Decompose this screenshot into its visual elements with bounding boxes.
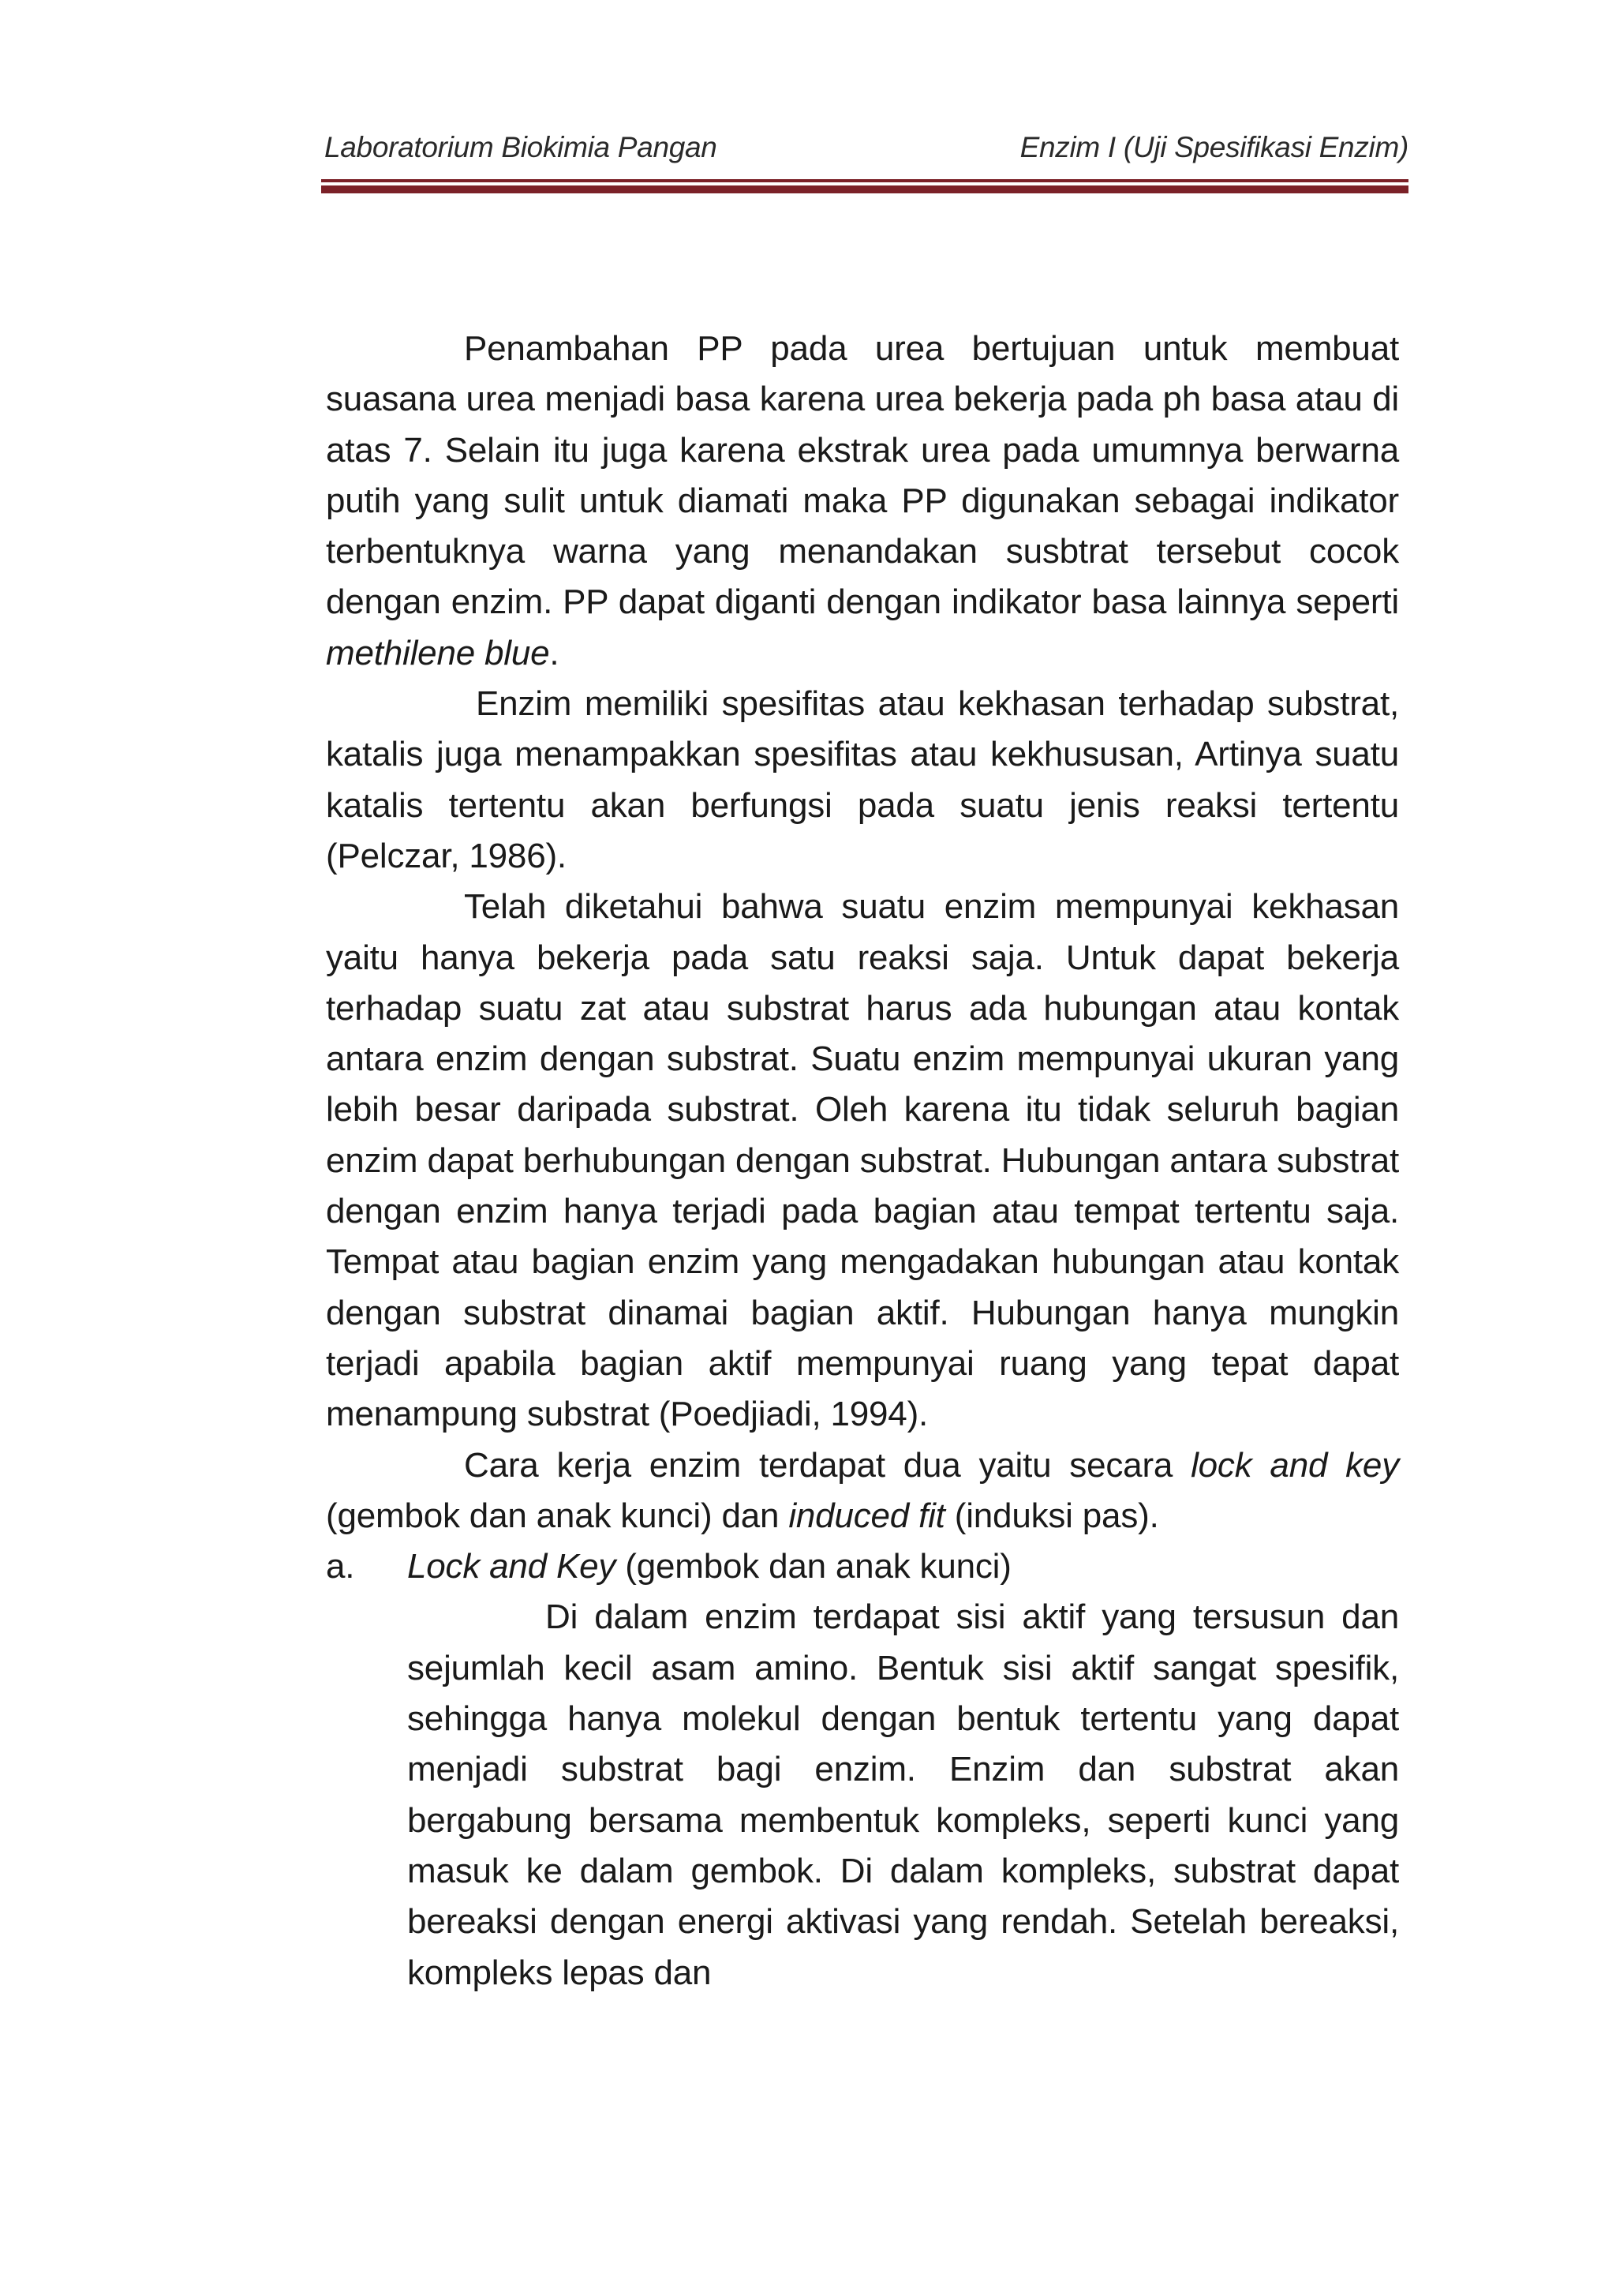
paragraph-active-site: Telah diketahui bahwa suatu enzim mempunyai kekhasan yaitu hanya bekerja pada satu reaksi saja. Untuk dapat bekerja terhadap suatu zat atau substrat harus ada hubungan atau kontak antara enzim dengan substrat. Suatu enzim mempunyai ukuran yang lebih besar daripada substrat. Oleh karena itu tidak seluruh bagian enzim dapat berhubungan dengan substrat. Hubungan antara substrat dengan enzim hanya terjadi pada bagian atau tempat tertentu saja. Tempat atau bagian enzim yang mengadakan hubungan atau kontak dengan substrat dinamai bagian aktif. Hubungan hanya mungkin terjadi apabila bagian aktif mempunyai ruang yang tepat dapat menampung substrat (Poedjiadi, 1994). <box>326 887 1399 1434</box>
paragraph-pp-indicator: Penambahan PP pada urea bertujuan untuk membuat suasana urea menjadi basa karena urea bekerja pada ph basa atau di atas 7. Selain itu juga karena ekstrak urea pada umumnya berwarna putih yang sulit untuk diamati maka PP digunakan sebagai indikator terbentuknya warna yang menandakan susbtrat tersebut cocok dengan enzim. PP dapat diganti dengan indikator basa lainnya seperti methilene blue. <box>326 329 1399 672</box>
header-lab-name: Laboratorium Biokimia Pangan <box>324 131 717 163</box>
header-chapter-title: Enzim I (Uji Spesifikasi Enzim) <box>1019 131 1408 163</box>
paragraph-mechanism-intro: Cara kerja enzim terdapat dua yaitu secara lock and key (gembok dan anak kunci) dan induced fit (induksi pas). <box>326 1445 1400 1535</box>
body-text <box>326 324 1399 1998</box>
term-lock-and-key: lock and key <box>1191 1445 1400 1485</box>
running-header <box>324 131 1408 172</box>
paragraph-lock-and-key-body: Di dalam enzim terdapat sisi aktif yang tersusun dan sejumlah kecil asam amino. Bentuk sisi aktif sangat spesifik, sehingga hanya molekul dengan bentuk tertentu yang dapat menjadi substrat bagi enzim. Enzim dan substrat akan bergabung bersama membentuk kompleks, seperti kunci yang masuk ke dalam gembok. Di dalam kompleks, substrat dapat bereaksi dengan energi aktivasi yang rendah. Setelah bereaksi, kompleks lepas dan <box>407 1597 1399 1992</box>
header-rule-thin <box>321 179 1408 182</box>
list-item-title: Lock and Key <box>407 1547 616 1586</box>
term-methilene-blue: methilene blue <box>326 633 550 672</box>
header-rule-thick <box>321 185 1408 193</box>
term-induced-fit: induced fit <box>788 1496 945 1535</box>
paragraph-enzyme-specificity: Enzim memiliki spesifitas atau kekhasan terhadap substrat, katalis juga menampakkan spesifitas atau kekhususan, Artinya suatu katalis tertentu akan berfungsi pada suatu jenis reaksi tertentu (Pelczar, 1986). <box>326 684 1399 875</box>
list-item-lock-and-key: a. Lock and Key (gembok dan anak kunci) <box>326 1541 1399 1592</box>
list-marker: a. <box>326 1547 355 1586</box>
